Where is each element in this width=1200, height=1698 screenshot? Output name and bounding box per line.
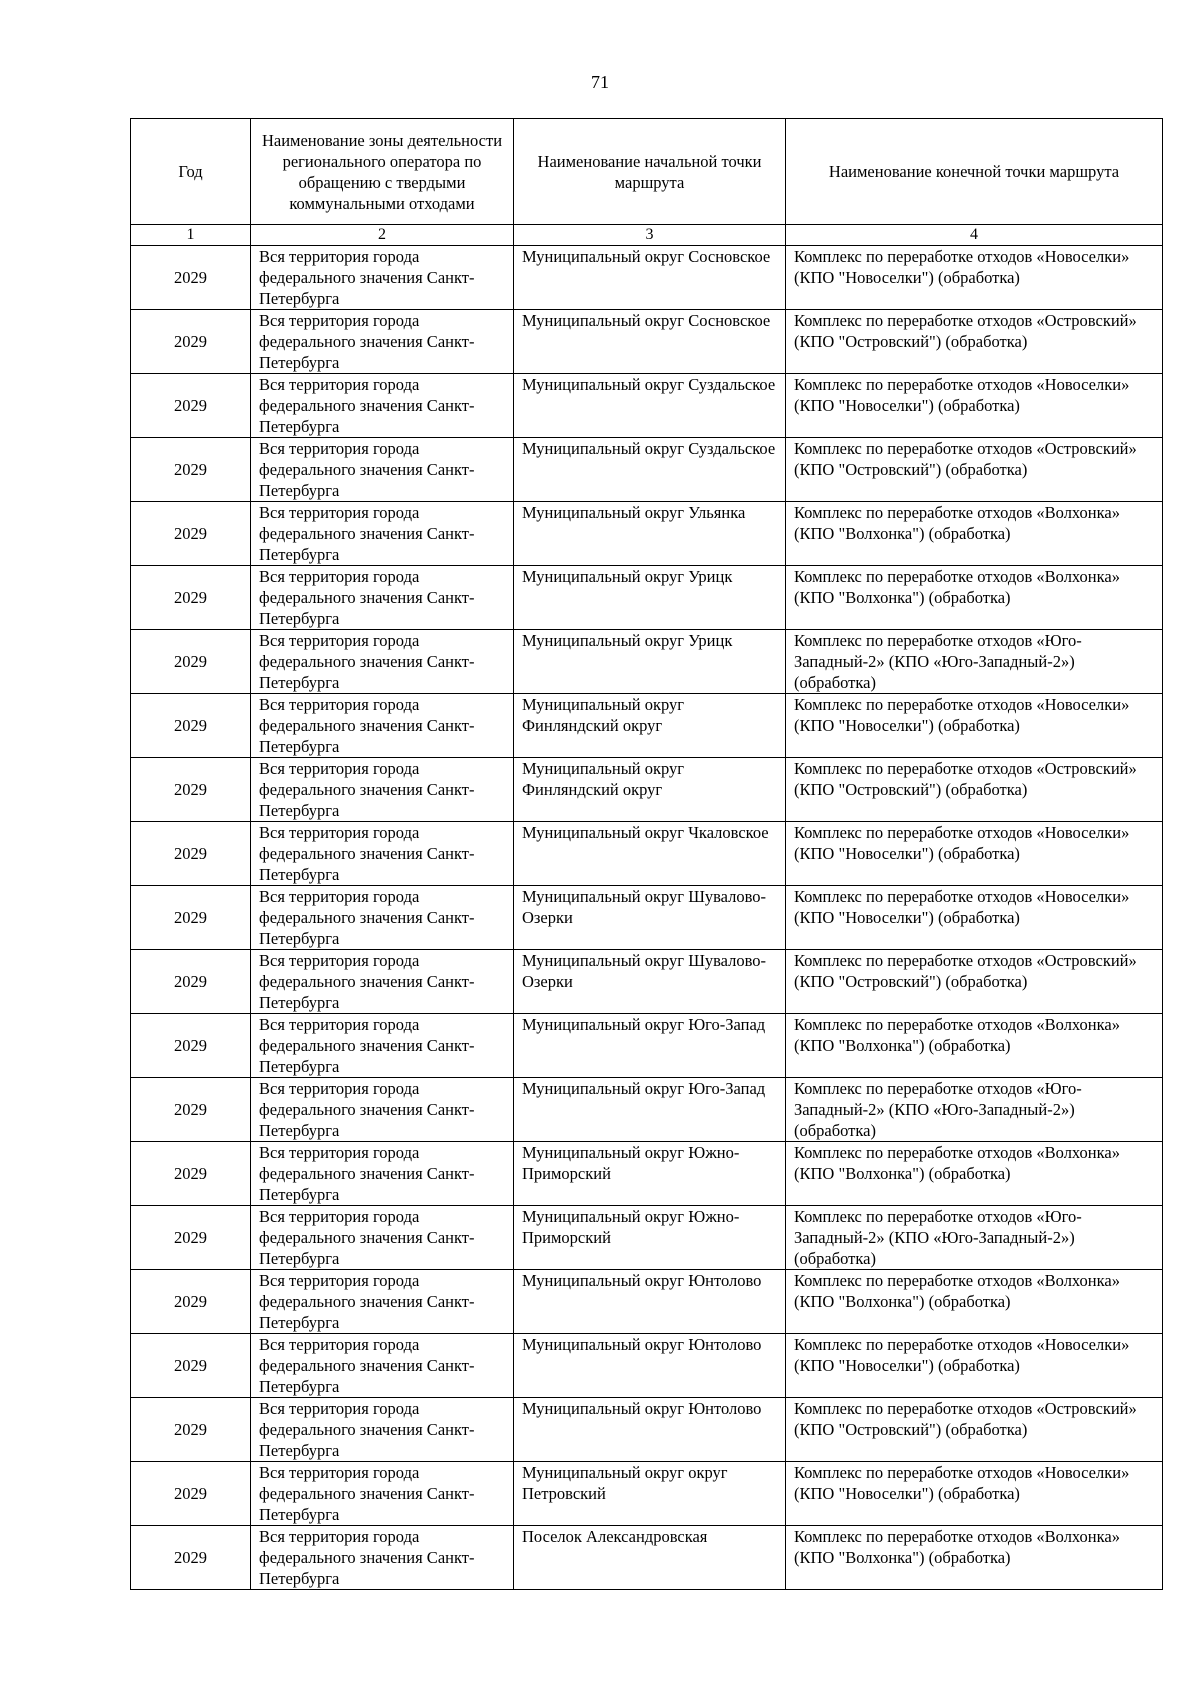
table-row [131, 438, 1163, 502]
header-end-point: Наименование конечной точки маршрута [786, 119, 1163, 225]
table-row [131, 694, 1163, 758]
end-point-cell: Комплекс по переработке отходов «Островский» (КПО "Островский") (обработка) [786, 438, 1163, 502]
table-row [131, 886, 1163, 950]
header-year: Год [131, 119, 251, 225]
end-point-cell: Комплекс по переработке отходов «Новоселки» (КПО "Новоселки") (обработка) [786, 246, 1163, 310]
end-point-cell: Комплекс по переработке отходов «Островский» (КПО "Островский") (обработка) [786, 758, 1163, 822]
end-point-cell: Комплекс по переработке отходов «Островский» (КПО "Островский") (обработка) [786, 1398, 1163, 1462]
table-body [131, 246, 1163, 1590]
year-cell: 2029 [131, 1398, 251, 1462]
year-cell: 2029 [131, 246, 251, 310]
year-cell: 2029 [131, 1526, 251, 1590]
zone-cell: Вся территория города федерального значения Санкт-Петербурга [251, 310, 514, 374]
table-row [131, 630, 1163, 694]
zone-cell: Вся территория города федерального значения Санкт-Петербурга [251, 1526, 514, 1590]
year-cell: 2029 [131, 1014, 251, 1078]
table-row [131, 822, 1163, 886]
end-point-cell: Комплекс по переработке отходов «Волхонка» (КПО "Волхонка") (обработка) [786, 1270, 1163, 1334]
start-point-cell: Муниципальный округ Урицк [514, 630, 786, 694]
zone-cell: Вся территория города федерального значения Санкт-Петербурга [251, 1462, 514, 1526]
end-point-cell: Комплекс по переработке отходов «Волхонка» (КПО "Волхонка") (обработка) [786, 1142, 1163, 1206]
page-number: 71 [591, 72, 609, 92]
year-cell: 2029 [131, 950, 251, 1014]
start-point-cell: Муниципальный округ Юнтолово [514, 1270, 786, 1334]
zone-cell: Вся территория города федерального значения Санкт-Петербурга [251, 374, 514, 438]
end-point-cell: Комплекс по переработке отходов «Островский» (КПО "Островский") (обработка) [786, 310, 1163, 374]
year-cell: 2029 [131, 822, 251, 886]
year-cell: 2029 [131, 1270, 251, 1334]
end-point-cell: Комплекс по переработке отходов «Новоселки» (КПО "Новоселки") (обработка) [786, 374, 1163, 438]
table-row [131, 1142, 1163, 1206]
start-point-cell: Муниципальный округ Юнтолово [514, 1398, 786, 1462]
table-row [131, 310, 1163, 374]
start-point-cell: Муниципальный округ Юго-Запад [514, 1014, 786, 1078]
table-row [131, 1526, 1163, 1590]
zone-cell: Вся территория города федерального значения Санкт-Петербурга [251, 1142, 514, 1206]
end-point-cell: Комплекс по переработке отходов «Юго-Западный-2» (КПО «Юго-Западный-2») (обработка) [786, 630, 1163, 694]
zone-cell: Вся территория города федерального значения Санкт-Петербурга [251, 694, 514, 758]
start-point-cell: Муниципальный округ Чкаловское [514, 822, 786, 886]
end-point-cell: Комплекс по переработке отходов «Новоселки» (КПО "Новоселки") (обработка) [786, 1462, 1163, 1526]
header-zone: Наименование зоны деятельности регионального оператора по обращению с твердыми коммунальными отходами [251, 119, 514, 225]
zone-cell: Вся территория города федерального значения Санкт-Петербурга [251, 950, 514, 1014]
zone-cell: Вся территория города федерального значения Санкт-Петербурга [251, 502, 514, 566]
start-point-cell: Муниципальный округ Шувалово-Озерки [514, 886, 786, 950]
year-cell: 2029 [131, 1078, 251, 1142]
end-point-cell: Комплекс по переработке отходов «Волхонка» (КПО "Волхонка") (обработка) [786, 566, 1163, 630]
start-point-cell: Муниципальный округ Юнтолово [514, 1334, 786, 1398]
column-number: 1 [131, 225, 251, 246]
year-cell: 2029 [131, 886, 251, 950]
zone-cell: Вся территория города федерального значения Санкт-Петербурга [251, 822, 514, 886]
column-number: 3 [514, 225, 786, 246]
start-point-cell: Муниципальный округ Сосновское [514, 310, 786, 374]
zone-cell: Вся территория города федерального значения Санкт-Петербурга [251, 1398, 514, 1462]
start-point-cell: Муниципальный округ округ Петровский [514, 1462, 786, 1526]
start-point-cell: Муниципальный округ Шувалово-Озерки [514, 950, 786, 1014]
routes-table [130, 118, 1163, 1590]
zone-cell: Вся территория города федерального значения Санкт-Петербурга [251, 566, 514, 630]
start-point-cell: Муниципальный округ Сосновское [514, 246, 786, 310]
zone-cell: Вся территория города федерального значения Санкт-Петербурга [251, 246, 514, 310]
table-row [131, 1206, 1163, 1270]
start-point-cell: Муниципальный округ Суздальское [514, 374, 786, 438]
year-cell: 2029 [131, 374, 251, 438]
start-point-cell: Муниципальный округ Южно-Приморский [514, 1142, 786, 1206]
year-cell: 2029 [131, 566, 251, 630]
year-cell: 2029 [131, 630, 251, 694]
start-point-cell: Муниципальный округ Ульянка [514, 502, 786, 566]
table-row [131, 502, 1163, 566]
zone-cell: Вся территория города федерального значения Санкт-Петербурга [251, 1206, 514, 1270]
header-start-point: Наименование начальной точки маршрута [514, 119, 786, 225]
year-cell: 2029 [131, 438, 251, 502]
zone-cell: Вся территория города федерального значения Санкт-Петербурга [251, 1334, 514, 1398]
zone-cell: Вся территория города федерального значения Санкт-Петербурга [251, 630, 514, 694]
year-cell: 2029 [131, 1462, 251, 1526]
end-point-cell: Комплекс по переработке отходов «Новоселки» (КПО "Новоселки") (обработка) [786, 886, 1163, 950]
table-row [131, 1014, 1163, 1078]
start-point-cell: Муниципальный округ Финляндский округ [514, 694, 786, 758]
start-point-cell: Муниципальный округ Южно-Приморский [514, 1206, 786, 1270]
end-point-cell: Комплекс по переработке отходов «Новоселки» (КПО "Новоселки") (обработка) [786, 822, 1163, 886]
header-row [131, 119, 1163, 225]
end-point-cell: Комплекс по переработке отходов «Островский» (КПО "Островский") (обработка) [786, 950, 1163, 1014]
zone-cell: Вся территория города федерального значения Санкт-Петербурга [251, 1078, 514, 1142]
start-point-cell: Муниципальный округ Финляндский округ [514, 758, 786, 822]
start-point-cell: Муниципальный округ Урицк [514, 566, 786, 630]
table-row [131, 950, 1163, 1014]
zone-cell: Вся территория города федерального значения Санкт-Петербурга [251, 758, 514, 822]
year-cell: 2029 [131, 1142, 251, 1206]
end-point-cell: Комплекс по переработке отходов «Новоселки» (КПО "Новоселки") (обработка) [786, 1334, 1163, 1398]
end-point-cell: Комплекс по переработке отходов «Волхонка» (КПО "Волхонка") (обработка) [786, 1014, 1163, 1078]
year-cell: 2029 [131, 1206, 251, 1270]
end-point-cell: Комплекс по переработке отходов «Юго-Западный-2» (КПО «Юго-Западный-2») (обработка) [786, 1206, 1163, 1270]
start-point-cell: Муниципальный округ Юго-Запад [514, 1078, 786, 1142]
year-cell: 2029 [131, 694, 251, 758]
table-row [131, 566, 1163, 630]
zone-cell: Вся территория города федерального значения Санкт-Петербурга [251, 1270, 514, 1334]
table-row [131, 246, 1163, 310]
column-number: 2 [251, 225, 514, 246]
table-row [131, 374, 1163, 438]
end-point-cell: Комплекс по переработке отходов «Волхонка» (КПО "Волхонка") (обработка) [786, 1526, 1163, 1590]
year-cell: 2029 [131, 1334, 251, 1398]
end-point-cell: Комплекс по переработке отходов «Новоселки» (КПО "Новоселки") (обработка) [786, 694, 1163, 758]
end-point-cell: Комплекс по переработке отходов «Юго-Западный-2» (КПО «Юго-Западный-2») (обработка) [786, 1078, 1163, 1142]
table-row [131, 1270, 1163, 1334]
start-point-cell: Поселок Александровская [514, 1526, 786, 1590]
zone-cell: Вся территория города федерального значения Санкт-Петербурга [251, 438, 514, 502]
year-cell: 2029 [131, 502, 251, 566]
end-point-cell: Комплекс по переработке отходов «Волхонка» (КПО "Волхонка") (обработка) [786, 502, 1163, 566]
start-point-cell: Муниципальный округ Суздальское [514, 438, 786, 502]
zone-cell: Вся территория города федерального значения Санкт-Петербурга [251, 886, 514, 950]
table-row [131, 1334, 1163, 1398]
table-row [131, 758, 1163, 822]
year-cell: 2029 [131, 758, 251, 822]
year-cell: 2029 [131, 310, 251, 374]
table-row [131, 1398, 1163, 1462]
column-number-row [131, 225, 1163, 246]
column-number: 4 [786, 225, 1163, 246]
table-row [131, 1462, 1163, 1526]
zone-cell: Вся территория города федерального значения Санкт-Петербурга [251, 1014, 514, 1078]
table-row [131, 1078, 1163, 1142]
